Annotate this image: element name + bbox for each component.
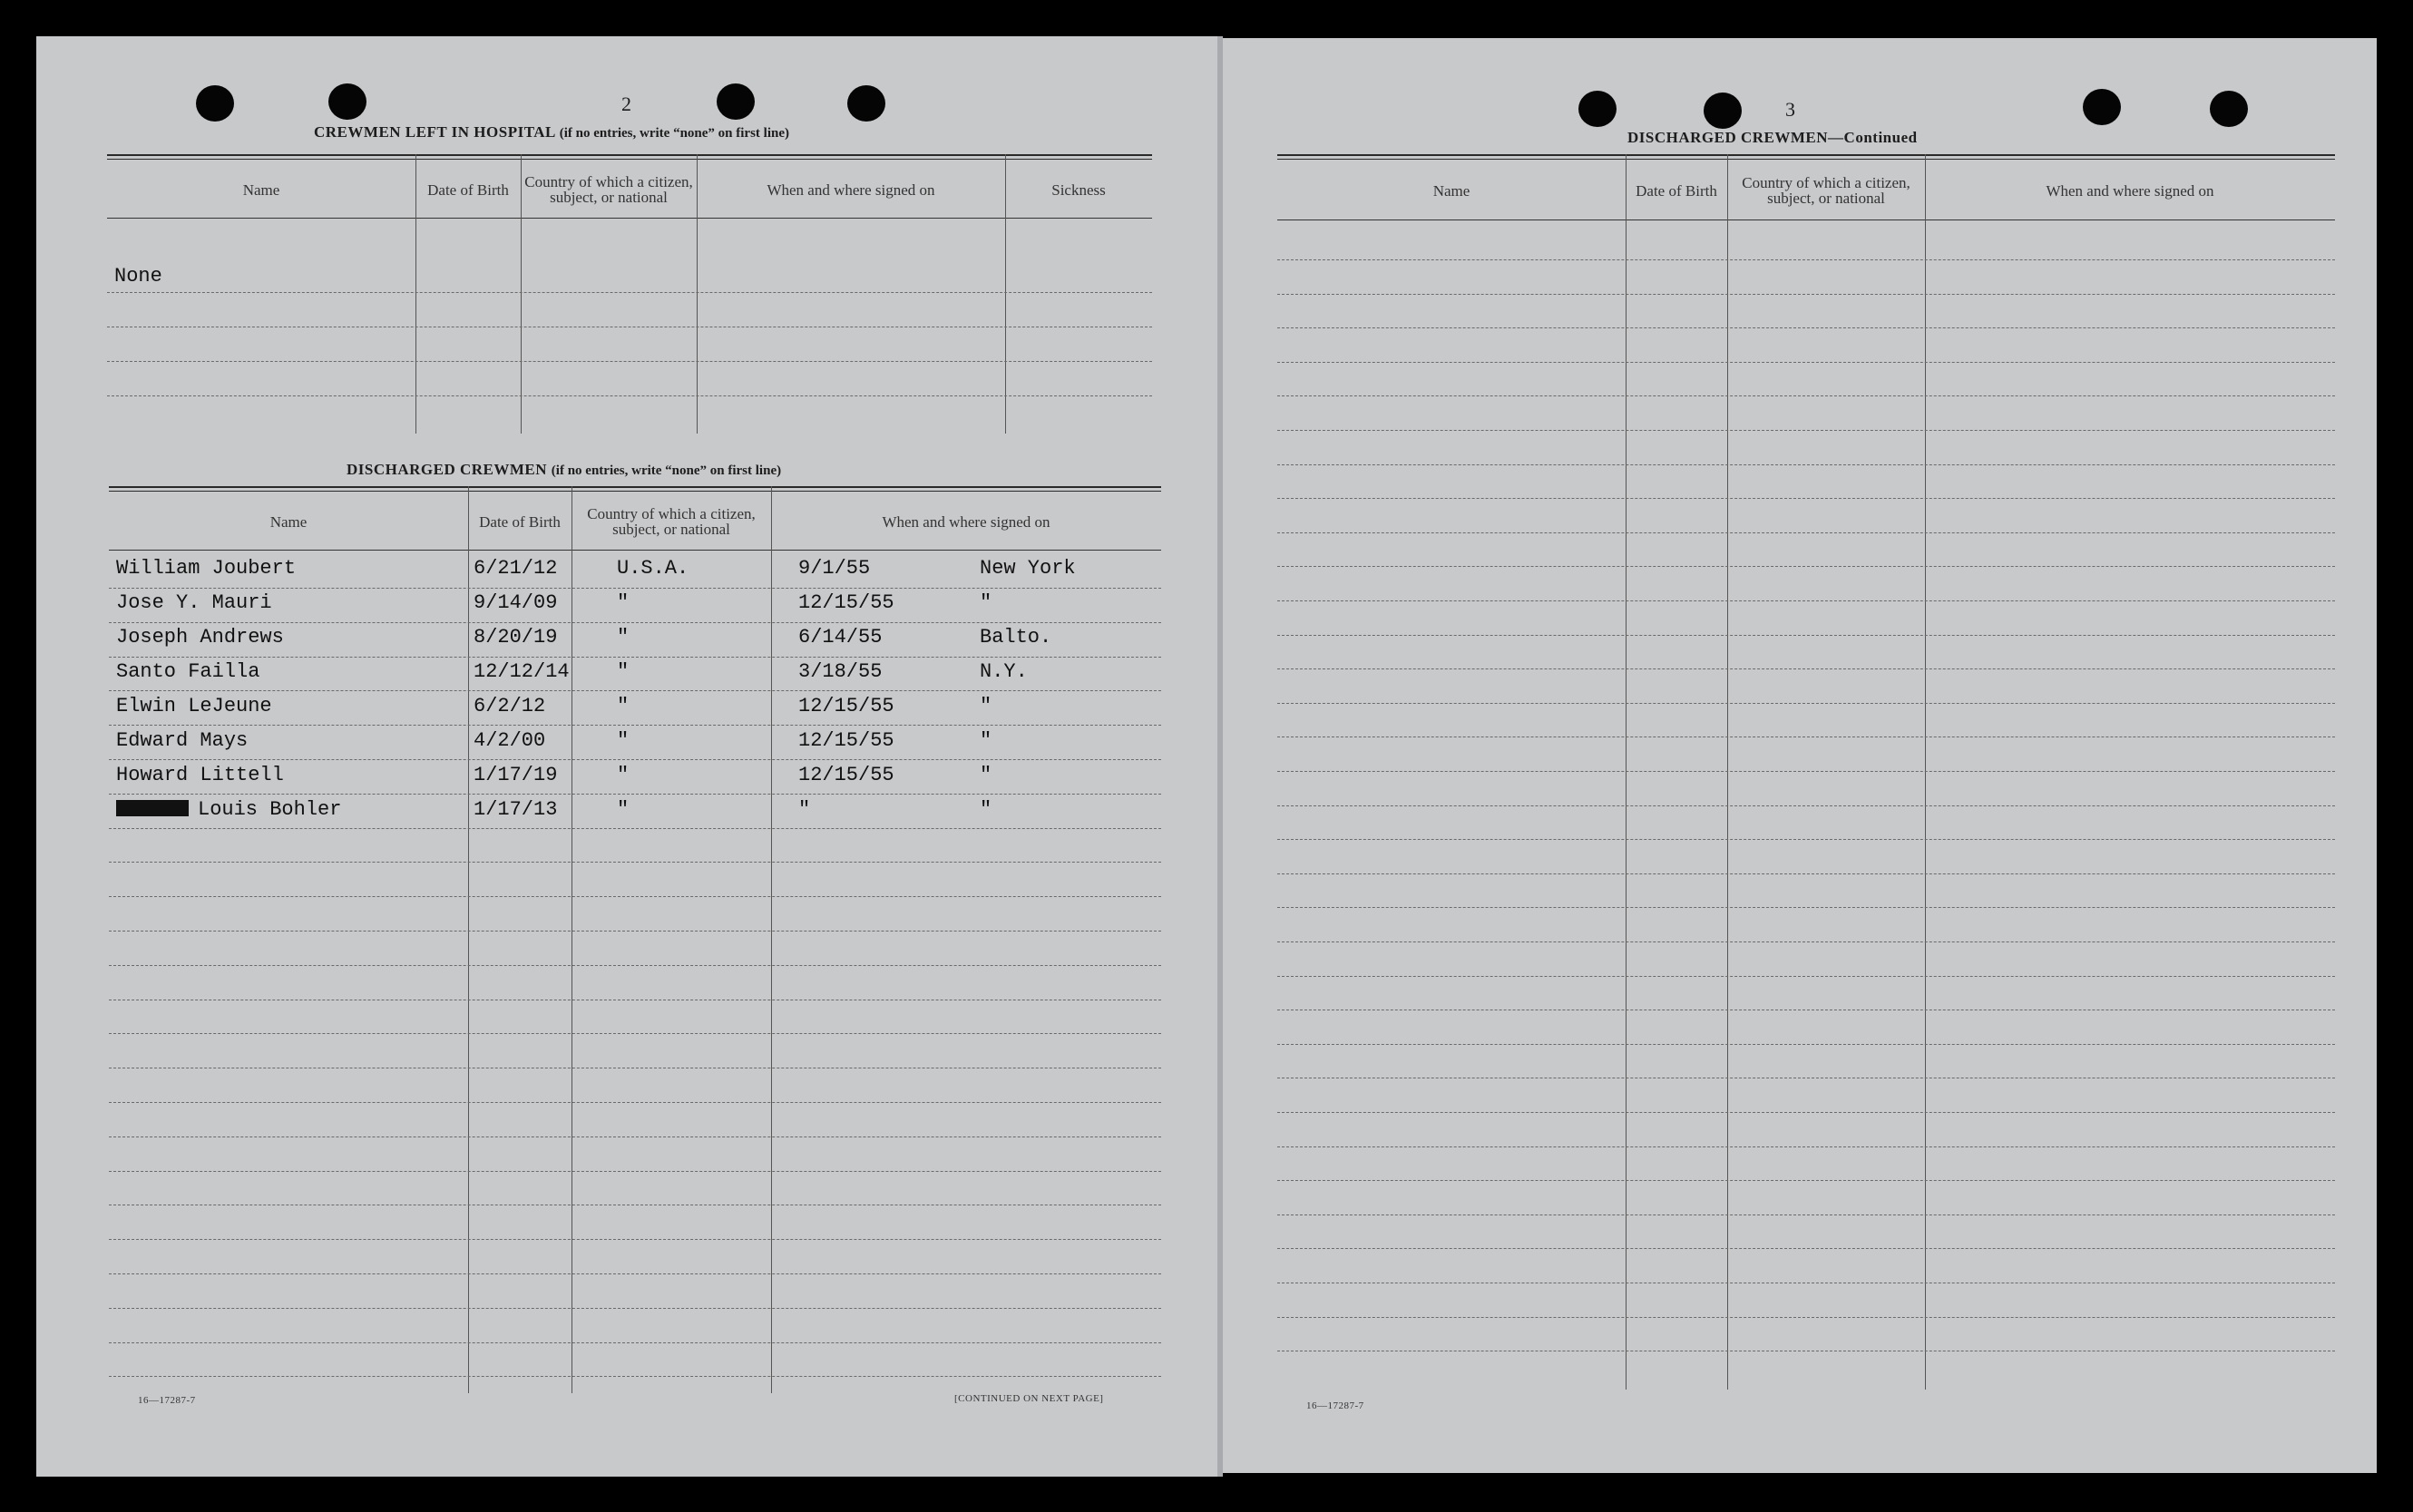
- discharged-country-cell: [617, 591, 629, 614]
- ruled-line: [1277, 362, 2335, 363]
- ruled-line: [1277, 941, 2335, 942]
- discharged-place-cell: [980, 557, 1076, 580]
- discharged-dob-cell: [474, 626, 557, 649]
- ruled-line: [1277, 976, 2335, 977]
- discharged-country-cell: [617, 626, 629, 649]
- punch-hole: [328, 83, 366, 120]
- cell-text: 12/15/55: [798, 695, 894, 717]
- ruled-line: [1277, 498, 2335, 499]
- cell-text: ": [617, 695, 630, 717]
- col-header-country: Country of which a citizen, subject, or national: [1742, 174, 1910, 207]
- cell-text: 12/15/55: [798, 764, 894, 786]
- discharged-country-cell: [617, 557, 689, 580]
- discharged-place-cell: [980, 660, 1028, 683]
- ruled-line: [1277, 600, 2335, 601]
- ruled-line: [109, 1239, 1161, 1240]
- cell-text: Edward Mays: [116, 729, 249, 752]
- cell-text: ": [798, 798, 811, 821]
- cell-text: 6/2/12: [474, 695, 546, 717]
- ruled-line: [1277, 532, 2335, 533]
- discharged-name-cell: [116, 660, 259, 683]
- discharged-place-cell: [980, 626, 1051, 649]
- ruled-line: [1277, 839, 2335, 840]
- left-page: [36, 36, 1217, 1477]
- ruled-line: [1277, 771, 2335, 772]
- discharged-heading: [347, 461, 781, 479]
- cell-text: ": [980, 729, 992, 752]
- cell-text: ": [617, 626, 630, 649]
- ruled-line: [109, 1308, 1161, 1309]
- ruled-line: [109, 794, 1161, 795]
- col-header-signed-on: When and where signed on: [2046, 181, 2214, 200]
- discharged-country-cell: [617, 798, 629, 821]
- punch-hole: [717, 83, 755, 120]
- ruled-line: [1277, 327, 2335, 328]
- discharged-date-cell: [798, 591, 894, 614]
- col-header-name: Name: [1432, 181, 1470, 200]
- col-header-signed-on: When and where signed on: [882, 512, 1050, 531]
- col-header-signed-on: When and where signed on: [767, 180, 935, 199]
- cell-text: Elwin LeJeune: [116, 695, 272, 717]
- discharged-heading-text: DISCHARGED CREWMEN: [347, 461, 548, 478]
- continued-heading-text: DISCHARGED CREWMEN: [1627, 129, 1829, 146]
- ruled-line: [109, 896, 1161, 897]
- cell-text: ": [617, 798, 630, 821]
- ruled-line: [109, 690, 1161, 691]
- ruled-line: [107, 361, 1152, 362]
- ruled-line: [107, 395, 1152, 396]
- col-header-dob: Date of Birth: [1636, 181, 1717, 200]
- cell-text: 12/15/55: [798, 591, 894, 614]
- col-header-dob: Date of Birth: [427, 180, 509, 199]
- ruled-line: [109, 1273, 1161, 1274]
- cell-text: 4/2/00: [474, 729, 546, 752]
- cell-text: U.S.A.: [617, 557, 689, 580]
- punch-hole: [1704, 93, 1742, 129]
- cell-text: 1/17/19: [474, 764, 558, 786]
- ruled-line: [1277, 805, 2335, 806]
- ruled-line: [109, 622, 1161, 623]
- ruled-line: [109, 1136, 1161, 1137]
- discharged-dob-cell: [474, 591, 557, 614]
- discharged-name-cell: [116, 695, 272, 717]
- ruled-line: [1277, 464, 2335, 465]
- col-header-name: Name: [269, 512, 308, 531]
- form-number: 16—17287-7: [1306, 1400, 1364, 1411]
- discharged-date-cell: [798, 626, 882, 649]
- cell-text: 1/17/13: [474, 798, 558, 821]
- hospital-table: [107, 154, 1152, 434]
- ruled-line: [109, 1342, 1161, 1343]
- ruled-line: [1277, 294, 2335, 295]
- cell-text: ": [980, 695, 992, 717]
- discharged-name-cell: [116, 591, 272, 614]
- ruled-line: [109, 931, 1161, 932]
- discharged-place-cell: [980, 695, 992, 717]
- ruled-line: [1277, 703, 2335, 704]
- ruled-line: [109, 1171, 1161, 1172]
- discharged-dob-cell: [474, 798, 557, 821]
- discharged-dob-cell: [474, 660, 570, 683]
- discharged-date-cell: [798, 660, 882, 683]
- discharged-heading-note: (if no entries, write “none” on first line): [551, 463, 782, 478]
- ruled-line: [107, 292, 1152, 293]
- discharged-dob-cell: [474, 557, 557, 580]
- cell-text: Louis Bohler: [198, 798, 342, 821]
- discharged-name-cell: [116, 764, 284, 786]
- cell-text: 3/18/55: [798, 660, 883, 683]
- cell-text: ": [980, 764, 992, 786]
- ruled-line: [1277, 668, 2335, 669]
- ruled-line: [109, 965, 1161, 966]
- ruled-line: [109, 588, 1161, 589]
- punch-hole: [847, 85, 885, 122]
- ruled-line: [109, 657, 1161, 658]
- punch-hole: [2083, 89, 2121, 125]
- hospital-heading: [314, 123, 789, 141]
- cell-text: Santo Failla: [116, 660, 260, 683]
- col-header-country: Country of which a citizen, subject, or national: [524, 173, 693, 206]
- ruled-line: [1277, 1180, 2335, 1181]
- cell-text: ": [980, 591, 992, 614]
- cell-text: ": [617, 729, 630, 752]
- ruled-line: [1277, 430, 2335, 431]
- discharged-country-cell: [617, 764, 629, 786]
- ruled-line: [1277, 1248, 2335, 1249]
- ruled-line: [1277, 1146, 2335, 1147]
- discharged-country-cell: [617, 729, 629, 752]
- ruled-line: [1277, 1214, 2335, 1215]
- ruled-line: [1277, 635, 2335, 636]
- punch-hole: [2210, 91, 2248, 127]
- ruled-line: [109, 1376, 1161, 1377]
- discharged-place-cell: [980, 764, 992, 786]
- continued-heading-suffix: —Continued: [1828, 129, 1918, 146]
- discharged-name-cell: [116, 626, 284, 649]
- continued-note: [CONTINUED ON NEXT PAGE]: [954, 1393, 1104, 1404]
- ruled-line: [109, 725, 1161, 726]
- discharged-place-cell: [980, 798, 992, 821]
- cell-text: 9/14/09: [474, 591, 558, 614]
- col-header-dob: Date of Birth: [479, 512, 561, 531]
- cell-text: Balto.: [980, 626, 1052, 649]
- punch-hole: [1578, 91, 1617, 127]
- ruled-line: [1277, 395, 2335, 396]
- cell-text: ": [617, 591, 630, 614]
- page-number: 3: [1785, 98, 1795, 121]
- cell-text: Howard Littell: [116, 764, 284, 786]
- col-header-country: Country of which a citizen, subject, or national: [587, 505, 756, 538]
- page-number: 2: [621, 93, 631, 115]
- discharged-date-cell: [798, 557, 870, 580]
- discharged-country-cell: [617, 695, 629, 717]
- col-header-name: Name: [242, 180, 280, 199]
- continued-heading: [1627, 129, 1918, 147]
- discharged-date-cell: [798, 695, 894, 717]
- discharged-date-cell: [798, 764, 894, 786]
- ruled-line: [109, 1102, 1161, 1103]
- discharged-table: [109, 486, 1161, 1393]
- cell-text: ": [617, 764, 630, 786]
- ruled-line: [1277, 873, 2335, 874]
- continued-table: [1277, 154, 2335, 1390]
- discharged-name-cell: [116, 798, 341, 821]
- form-number: 16—17287-7: [138, 1395, 196, 1406]
- punch-hole: [196, 85, 234, 122]
- discharged-name-cell: [116, 557, 296, 580]
- cell-text: Joseph Andrews: [116, 626, 284, 649]
- cell-text: 9/1/55: [798, 557, 871, 580]
- cell-text: ": [980, 798, 992, 821]
- hospital-entry: None: [114, 265, 162, 288]
- cell-text: 8/20/19: [474, 626, 558, 649]
- ruled-line: [1277, 736, 2335, 737]
- discharged-place-cell: [980, 729, 992, 752]
- cell-text: ": [617, 660, 630, 683]
- discharged-dob-cell: [474, 695, 545, 717]
- right-page: [1223, 38, 2377, 1473]
- discharged-name-cell: [116, 729, 248, 752]
- col-header-sickness: Sickness: [1051, 180, 1106, 199]
- cell-text: William Joubert: [116, 557, 297, 580]
- discharged-place-cell: [980, 591, 992, 614]
- cell-text: Jose Y. Mauri: [116, 591, 272, 614]
- cell-text: New York: [980, 557, 1076, 580]
- cell-text: 12/12/14: [474, 660, 570, 683]
- cell-text: 12/15/55: [798, 729, 894, 752]
- cell-text: N.Y.: [980, 660, 1028, 683]
- discharged-date-cell: [798, 798, 810, 821]
- discharged-date-cell: [798, 729, 894, 752]
- ruled-line: [1277, 566, 2335, 567]
- ruled-line: [109, 862, 1161, 863]
- ruled-line: [1277, 1317, 2335, 1318]
- hospital-heading-text: CREWMEN LEFT IN HOSPITAL: [314, 123, 555, 141]
- ruled-line: [1277, 1044, 2335, 1045]
- cell-text: 6/14/55: [798, 626, 883, 649]
- ruled-line: [109, 759, 1161, 760]
- discharged-country-cell: [617, 660, 629, 683]
- ruled-line: [1277, 907, 2335, 908]
- redaction-mark: [116, 800, 189, 816]
- cell-text: 6/21/12: [474, 557, 558, 580]
- ruled-line: [109, 1033, 1161, 1034]
- ruled-line: [1277, 259, 2335, 260]
- discharged-dob-cell: [474, 764, 557, 786]
- ruled-line: [109, 828, 1161, 829]
- hospital-heading-note: (if no entries, write “none” on first line): [559, 126, 789, 141]
- discharged-dob-cell: [474, 729, 545, 752]
- ruled-line: [1277, 1112, 2335, 1113]
